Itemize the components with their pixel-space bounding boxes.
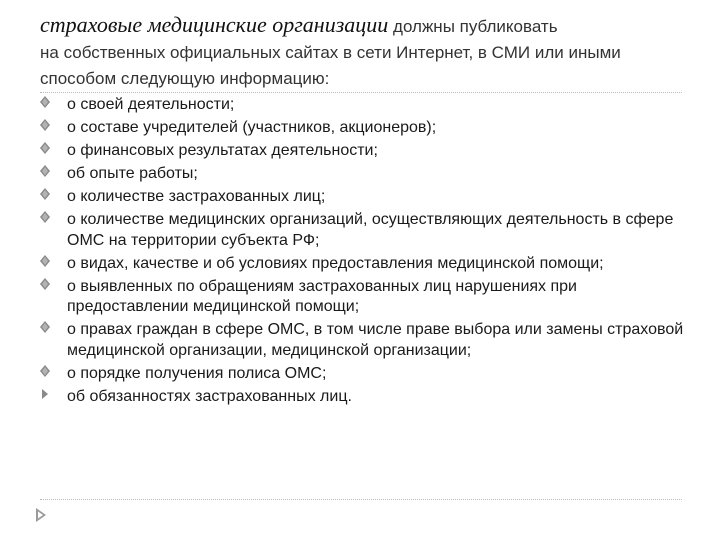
header-line3: способом следующую информацию: <box>40 69 330 88</box>
header-line1-rest: должны публиковать <box>388 17 558 36</box>
info-list <box>38 95 688 407</box>
diamond-bullet-icon <box>40 142 52 154</box>
diamond-bullet-icon <box>40 165 52 177</box>
list-item-text: о количестве медицинских организаций, осуществляющих деятельность в сфере ОМС на территории субъекта РФ; <box>67 211 674 249</box>
list-item <box>38 320 688 361</box>
list-item <box>38 364 688 385</box>
slide-header <box>40 12 680 92</box>
list-item <box>38 277 688 318</box>
bottom-divider <box>40 499 682 500</box>
diamond-bullet-icon <box>40 119 52 131</box>
list-item <box>38 141 688 162</box>
list-item <box>38 210 688 251</box>
triangle-bullet-icon <box>40 388 52 400</box>
list-item <box>38 95 688 116</box>
list-item-text: о правах граждан в сфере ОМС, в том числе праве выбора или замены страховой медицинской организации, медицинской организации; <box>67 321 684 359</box>
diamond-bullet-icon <box>40 255 52 267</box>
list-item-text: о порядке получения полиса ОМС; <box>67 364 327 382</box>
diamond-bullet-icon <box>40 365 52 377</box>
next-slide-arrow-icon[interactable] <box>33 506 49 524</box>
header-emphasis: страховые медицинские организации <box>40 12 389 37</box>
list-item <box>38 164 688 185</box>
diamond-bullet-icon <box>40 321 52 333</box>
list-item-text: о видах, качестве и об условиях предоставления медицинской помощи; <box>67 254 604 272</box>
diamond-bullet-icon <box>40 211 52 223</box>
diamond-bullet-icon <box>40 278 52 290</box>
diamond-bullet-icon <box>40 96 52 108</box>
list-item-text: о количестве застрахованных лиц; <box>67 188 326 205</box>
list-item-text: о составе учредителей (участников, акционеров); <box>67 119 437 136</box>
list-item-text: о своей деятельности; <box>67 96 235 113</box>
list-item-text: об опыте работы; <box>67 165 198 182</box>
diamond-bullet-icon <box>40 188 52 200</box>
top-divider <box>40 92 682 93</box>
list-item-text: о финансовых результатах деятельности; <box>67 142 378 159</box>
list-item <box>38 254 688 275</box>
list-item <box>38 118 688 139</box>
list-item-text: о выявленных по обращениям застрахованных лиц нарушениях при предоставлении медицинской помощи; <box>67 277 577 315</box>
list-item-text: об обязанностях застрахованных лиц. <box>67 387 352 405</box>
list-item <box>38 187 688 208</box>
list-item <box>38 387 688 408</box>
header-line2: на собственных официальных сайтах в сети Интернет, в СМИ или иными <box>40 43 621 62</box>
